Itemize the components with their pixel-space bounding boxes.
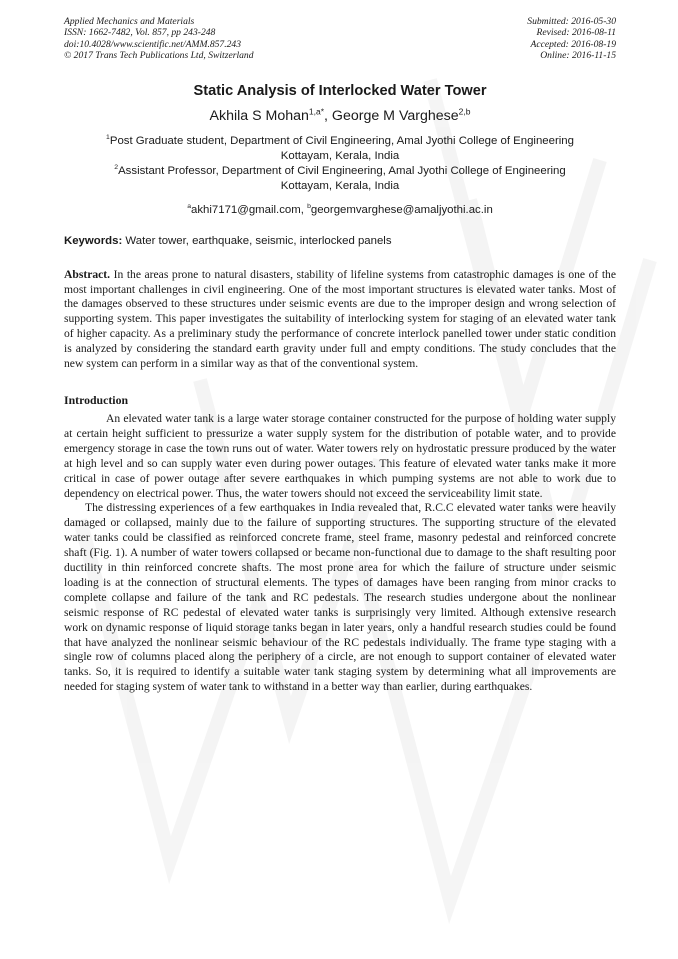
running-header [64,16,616,62]
online-date: Online: 2016-11-15 [540,50,616,62]
email-line [64,203,616,218]
paper-title: Static Analysis of Interlocked Water Tower [193,82,487,99]
author-name: George M Varghese [331,107,459,124]
body-paragraph: The distressing experiences of a few earthquakes in India revealed that, R.C.C elevated water tanks were heavily damaged or collapsed, mainly due to the failure of supporting structures. The supporting structure of the elevated water tanks could be classified as reinforced concrete frame, steel frame, masonry pedestal and reinforced concrete shaft (Fig. 1). A number of water towers collapsed or became non-functional due to damage to the shaft resulting poor ductility in thin reinforced concrete shafts. The most prone area for which the failure of structure under seismic loading is at the connection of structural elements. The types of damages have been ranging from minor cracks to complete collapse and failure of the tank and RC pedestals. The research studies undergone about the nonlinear seismic response of RC pedestal of elevated water tanks is surprisingly very limited. Although extensive research work on dynamic response of liquid storage tanks began in later years, only a handful research studies could be found that have analyzed the nonlinear seismic behaviour of the RC pedestals individually. The frame type staging with a single row of columns placed along the periphery of a circle, are not enough to support container of elevated water tanks. So, it is required to identify a suitable water tank staging system by determining what all improvements are needed for staging system of water tank to withstand in a better way than earlier, during earthquakes. [64,501,616,694]
doi: doi:10.4028/www.scientific.net/AMM.857.243 [64,38,242,50]
email-superscript: b [307,202,311,210]
email-separator: , [300,203,308,216]
abstract-label: Abstract. [64,267,111,281]
affiliation-superscript: 1 [106,133,110,141]
paper-page [64,16,616,695]
affiliation-1 [64,134,616,164]
abstract-text: In the areas prone to natural disasters, stability of lifeline systems from catastrophic damages is one of the most important challenges in civil engineering. One of the most important structures is elevated water tanks. Most of the damages observed to these structures under seismic events are due to the improper design and wrong selection of supporting system. This paper investigates the suitability of interlocking system for staging of an elevated water tank of higher capacity. As a preliminary study the performance of concrete interlock panelled tower under static condition is analyzed by considering the standard earth gravity under full and empty conditions. The study concludes that the new system can perform in a similar way as that of the conventional system. [64,267,616,371]
keywords [64,234,616,249]
affiliation-text: Post Graduate student, Department of Civil Engineering, Amal Jyothi College of Engineering [109,134,574,147]
author-name: Akhila S Mohan [209,107,309,124]
copyright: © 2017 Trans Tech Publications Ltd, Switzerland [64,50,254,62]
affiliation-text: Assistant Professor, Department of Civil Engineering, Amal Jyothi College of Engineering [118,164,566,177]
affiliation-location: Kottayam, Kerala, India [280,149,400,162]
author-separator: , [324,107,332,124]
revised-date: Revised: 2016-08-11 [536,27,616,39]
keywords-label: Keywords: [64,234,123,247]
section-heading: Introduction [64,392,129,407]
email-link[interactable]: akhi7171@gmail.com [191,203,301,216]
author-superscript: 2,b [458,105,471,116]
dates-info [527,16,616,62]
abstract [64,268,616,372]
affiliation-location: Kottayam, Kerala, India [280,179,400,192]
journal-name: Applied Mechanics and Materials [64,16,195,27]
affiliation-superscript: 2 [114,163,119,171]
author-superscript: 1,a* [308,105,325,116]
author-list [64,107,616,125]
accepted-date: Accepted: 2016-08-19 [530,38,616,50]
affiliation-2 [64,164,616,194]
email-superscript: a [187,202,192,210]
body-paragraph: An elevated water tank is a large water storage container constructed for the purpose of holding water supply at certain height sufficient to pressurize a water supply system for the distribution of potable water, and to provide emergency storage in case the town runs out of water. Water towers rely on hydrostatic pressure produced by the water at high level and so can supply water even during power outages. This feature of elevated water tanks make it more critical in case of power outage after severe earthquakes in which pumping systems are not able to work due to dependency on electrical power. Thus, the water towers should not exceed the serviceability limit state. [64,411,616,500]
issn: ISSN: 1662-7482, Vol. 857, pp 243-248 [64,27,216,39]
email-link[interactable]: georgemvarghese@amaljyothi.ac.in [310,203,493,216]
submitted-date: Submitted: 2016-05-30 [527,16,616,27]
journal-info [64,16,254,62]
keywords-text: Water tower, earthquake, seismic, interlocked panels [125,234,392,247]
